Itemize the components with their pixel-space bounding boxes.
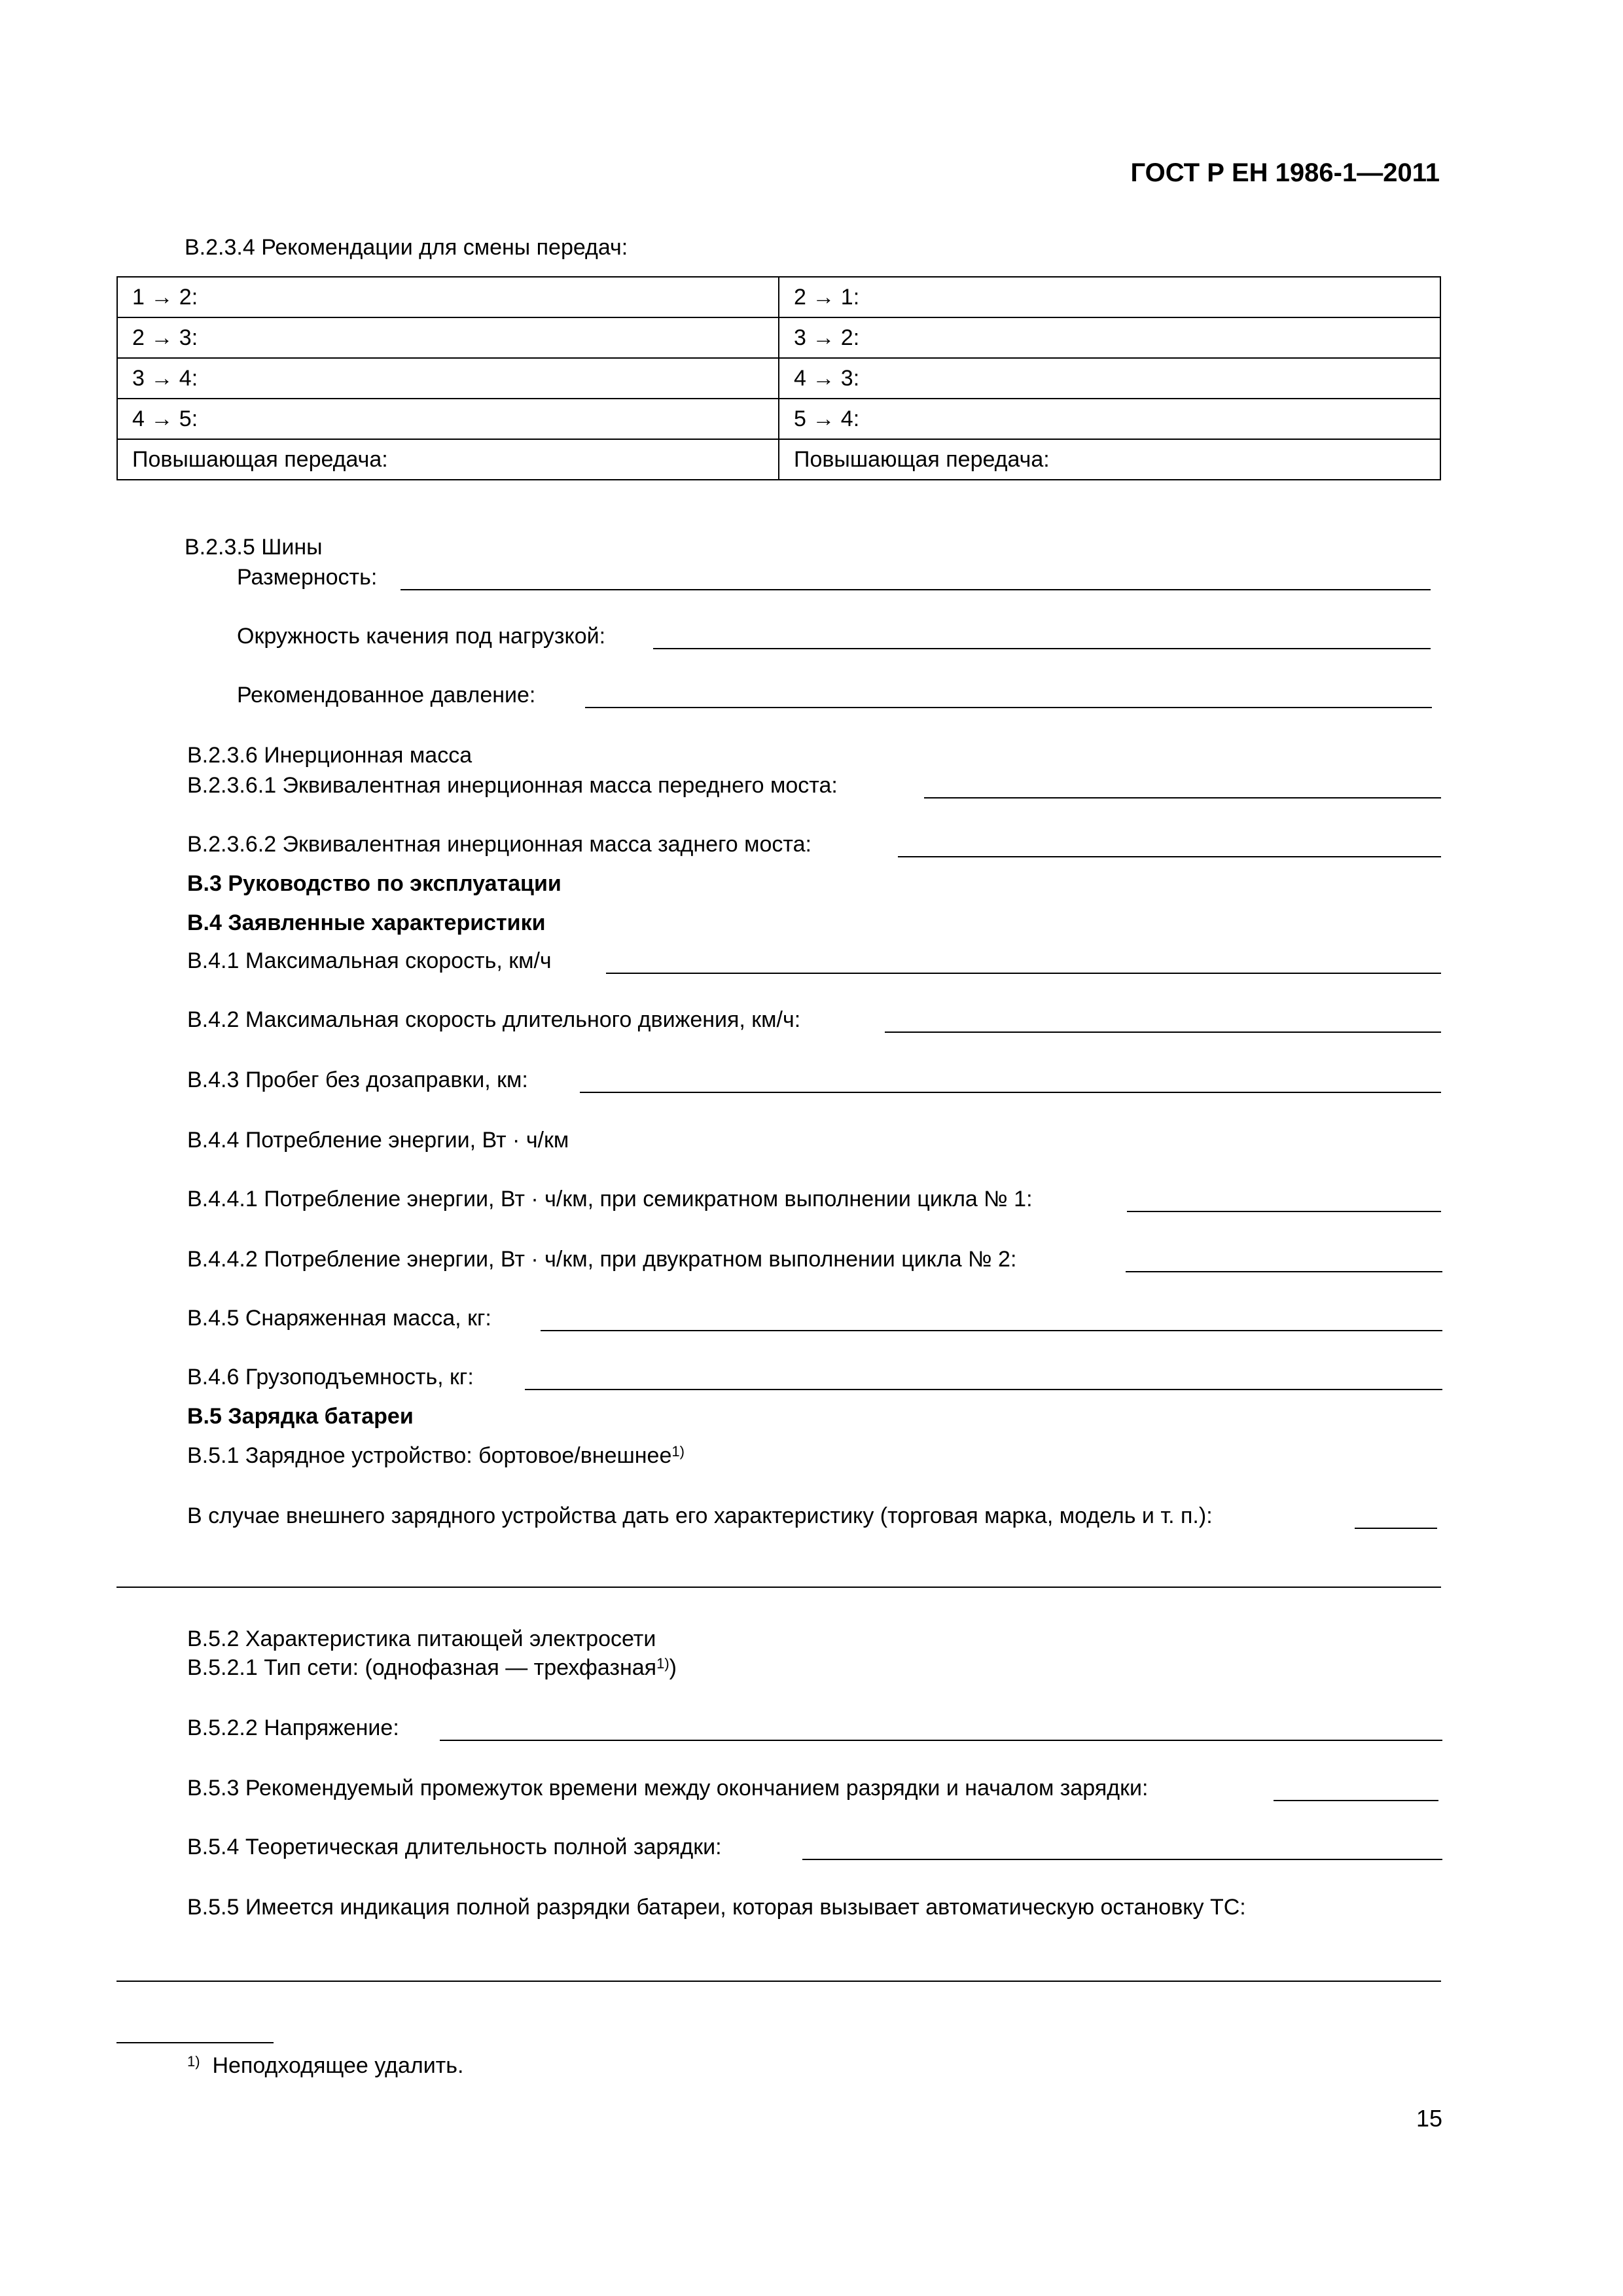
max-continuous-speed-label: B.4.2 Максимальная скорость длительного движения, км/ч: [187, 1007, 801, 1032]
section-b234-label: B.2.3.4 Рекомендации для смены передач: [185, 235, 628, 260]
recommended-pressure-field[interactable] [585, 707, 1432, 708]
curb-mass-label: B.4.5 Снаряженная масса, кг: [187, 1306, 491, 1331]
grid-type-text: B.5.2.1 Тип сети: (однофазная — трехфазная [187, 1655, 657, 1680]
payload-label: B.4.6 Грузоподъемность, кг: [187, 1365, 474, 1390]
external-charger-field[interactable] [1355, 1528, 1437, 1529]
table-cell: 4 → 5: [117, 399, 779, 439]
curb-mass-field[interactable] [541, 1330, 1442, 1331]
range-field[interactable] [580, 1092, 1441, 1093]
voltage-label: B.5.2.2 Напряжение: [187, 1715, 399, 1740]
table-row [117, 439, 1440, 480]
footnote-mark: 1) [187, 2053, 200, 2070]
external-charger-label: В случае внешнего зарядного устройства дать его характеристику (торговая марка, модель и т. п.): [187, 1503, 1213, 1528]
max-speed-field[interactable] [606, 973, 1441, 974]
table-cell: 2 → 1: [779, 277, 1440, 317]
max-continuous-speed-field[interactable] [885, 1031, 1441, 1033]
energy-consumption-label: B.4.4 Потребление энергии, Вт · ч/км [187, 1128, 569, 1153]
table-cell: 3 → 2: [779, 317, 1440, 358]
grid-type-close: ) [669, 1655, 677, 1680]
charge-interval-field[interactable] [1274, 1800, 1438, 1801]
table-cell: 3 → 4: [117, 358, 779, 399]
front-axle-mass-field[interactable] [924, 797, 1441, 798]
document-id: ГОСТ Р ЕН 1986-1—2011 [1130, 158, 1440, 187]
footnote-text: Неподходящее удалить. [212, 2053, 464, 2078]
max-speed-label: B.4.1 Максимальная скорость, км/ч [187, 948, 552, 973]
energy-cycle1-field[interactable] [1127, 1211, 1441, 1212]
footnote-ref: 1) [656, 1655, 669, 1672]
discharge-indication-line[interactable] [116, 1981, 1441, 1982]
rear-axle-mass-label: B.2.3.6.2 Эквивалентная инерционная масса заднего моста: [187, 832, 812, 857]
range-label: B.4.3 Пробег без дозаправки, км: [187, 1067, 528, 1092]
section-b3-title: B.3 Руководство по эксплуатации [187, 871, 562, 896]
rolling-circumference-field[interactable] [653, 648, 1431, 649]
grid-type-label [187, 1655, 677, 1681]
table-row [117, 358, 1440, 399]
section-b235-label: B.2.3.5 Шины [185, 535, 323, 560]
table-cell: 4 → 3: [779, 358, 1440, 399]
external-charger-continuation-line[interactable] [116, 1587, 1441, 1588]
footnote-ref: 1) [671, 1443, 685, 1460]
table-row [117, 399, 1440, 439]
voltage-field[interactable] [440, 1740, 1442, 1741]
table-cell: 2 → 3: [117, 317, 779, 358]
table-row [117, 317, 1440, 358]
section-b5-title: B.5 Зарядка батареи [187, 1404, 414, 1429]
section-b236-label: B.2.3.6 Инерционная масса [187, 743, 473, 768]
energy-cycle2-label: B.4.4.2 Потребление энергии, Вт · ч/км, при двукратном выполнении цикла № 2: [187, 1247, 1017, 1272]
footnote-separator [116, 2042, 274, 2043]
rear-axle-mass-field[interactable] [898, 856, 1441, 857]
section-b4-title: B.4 Заявленные характеристики [187, 910, 546, 935]
energy-cycle2-field[interactable] [1126, 1271, 1442, 1272]
tyre-size-field[interactable] [401, 589, 1431, 590]
grid-label: B.5.2 Характеристика питающей электросети [187, 1626, 656, 1651]
table-cell: Повышающая передача: [779, 439, 1440, 480]
gear-shift-table [116, 276, 1441, 480]
rolling-circumference-label: Окружность качения под нагрузкой: [237, 624, 606, 649]
page-number: 15 [1416, 2105, 1442, 2132]
table-cell: Повышающая передача: [117, 439, 779, 480]
charge-duration-label: B.5.4 Теоретическая длительность полной зарядки: [187, 1835, 722, 1859]
charge-interval-label: B.5.3 Рекомендуемый промежуток времени между окончанием разрядки и началом зарядки: [187, 1776, 1149, 1801]
discharge-indication-label: B.5.5 Имеется индикация полной разрядки батареи, которая вызывает автоматическую остановку ТС: [187, 1895, 1246, 1920]
charger-text: B.5.1 Зарядное устройство: бортовое/внешнее [187, 1443, 672, 1468]
recommended-pressure-label: Рекомендованное давление: [237, 683, 536, 708]
table-cell: 5 → 4: [779, 399, 1440, 439]
front-axle-mass-label: B.2.3.6.1 Эквивалентная инерционная масса переднего моста: [187, 773, 838, 798]
table-cell: 1 → 2: [117, 277, 779, 317]
energy-cycle1-label: B.4.4.1 Потребление энергии, Вт · ч/км, при семикратном выполнении цикла № 1: [187, 1187, 1033, 1211]
tyre-size-label: Размерность: [237, 565, 378, 590]
charger-label [187, 1443, 685, 1469]
charge-duration-field[interactable] [802, 1859, 1442, 1860]
table-row [117, 277, 1440, 317]
footnote [187, 2053, 463, 2079]
payload-field[interactable] [525, 1389, 1442, 1390]
